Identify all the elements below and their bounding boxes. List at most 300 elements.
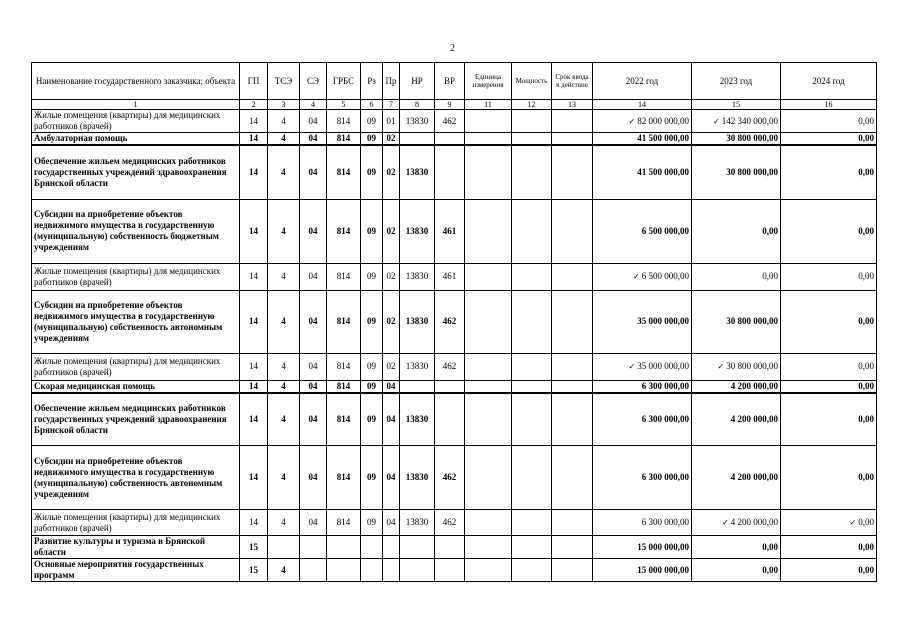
cell-grbs [327,380,361,393]
table-row [32,559,877,582]
cell-value: 02 [386,133,396,143]
cell-value: 13830 [405,166,429,177]
cell-name [32,133,240,146]
cell-value: 14 [249,517,258,527]
cell-gp [240,380,268,393]
cell-value: 814 [336,316,351,326]
cell-value: 4 [281,517,286,527]
cell-se [300,380,327,393]
cell-unit [465,446,512,510]
column-number-y2023: 15 [692,100,781,110]
cell-value: 0,00 [762,225,778,236]
cell-value: Жилые помещения (квартиры) для медицинских работников (врачей) [34,355,221,377]
cell-unit [465,559,512,582]
cell-value: 04 [386,517,396,527]
cell-value: 14 [249,380,258,391]
checkmark-icon: ✓ [849,518,857,527]
cell-power [512,353,552,380]
cell-value: 09 [367,361,376,371]
cell-grbs [327,199,361,263]
cell-y2022 [593,199,692,263]
cell-vr [435,263,465,290]
cell-y2024 [781,110,877,133]
cell-power [512,133,552,146]
cell-power [512,290,552,353]
cell-value: 0,00 [858,271,874,281]
cell-pr [383,380,400,393]
cell-y2023 [692,263,781,290]
cell-term [552,353,593,380]
cell-value: 14 [249,361,258,371]
cell-rz [361,110,383,133]
cell-rz [361,353,383,380]
cell-value: 0,00 [858,166,874,177]
cell-value: 4 [281,115,286,126]
cell-y2024 [781,446,877,510]
cell-value: 35 000 000,00 [637,316,689,326]
cell-name [32,110,240,133]
cell-power [512,393,552,446]
cell-se [300,133,327,146]
cell-tse [268,510,300,536]
table-row [32,536,877,559]
cell-tse [268,536,300,559]
cell-value: 02 [386,316,396,326]
cell-value: 04 [308,517,318,527]
cell-gp [240,446,268,510]
cell-name [32,446,240,510]
cell-se [300,536,327,559]
cell-value: Амбулаторная помощь [34,133,128,143]
cell-value: 04 [308,413,318,424]
cell-se [300,290,327,353]
cell-value: 13830 [405,413,429,424]
cell-value: Основные мероприятия государственных программ [34,559,204,580]
column-number-power: 12 [512,100,552,110]
cell-y2022 [593,536,692,559]
cell-grbs [327,133,361,146]
cell-value: 82 000 000,00 [637,115,689,126]
cell-value: 41 500 000,00 [637,133,689,143]
cell-power [512,110,552,133]
table-row [32,199,877,263]
cell-term [552,133,593,146]
cell-grbs [327,263,361,290]
cell-tse [268,380,300,393]
cell-rz [361,145,383,199]
cell-grbs [327,290,361,353]
cell-value: 04 [308,133,318,143]
cell-np [400,110,435,133]
cell-se [300,510,327,536]
column-number-y2024: 16 [781,100,877,110]
cell-y2022 [593,290,692,353]
cell-vr [435,393,465,446]
cell-tse [268,110,300,133]
column-header-rz: Рз [361,63,383,100]
cell-term [552,290,593,353]
cell-grbs [327,145,361,199]
cell-y2024 [781,145,877,199]
cell-power [512,380,552,393]
cell-value: 4 [281,413,286,424]
cell-rz [361,380,383,393]
cell-value: 0,00 [858,316,874,326]
cell-value: 0,00 [762,564,778,575]
cell-value: 09 [367,517,376,527]
cell-y2023 [692,145,781,199]
cell-y2024 [781,380,877,393]
cell-vr [435,133,465,146]
cell-name [32,353,240,380]
cell-gp [240,559,268,582]
budget-table [31,62,877,582]
cell-value: 4 200 000,00 [730,472,778,482]
cell-value: 04 [308,271,318,281]
cell-y2022 [593,559,692,582]
column-header-grbs: ГРБС [327,63,361,100]
cell-value: 4 [281,133,286,143]
cell-gp [240,145,268,199]
cell-value: 0,00 [858,564,874,575]
column-number-vr: 9 [435,100,465,110]
table-row [32,353,877,380]
checkmark-icon: ✓ [633,272,640,281]
column-number-grbs: 5 [327,100,361,110]
cell-value: 814 [336,225,351,236]
table-row [32,380,877,393]
cell-se [300,446,327,510]
cell-tse [268,263,300,290]
cell-name [32,199,240,263]
cell-value: 4 [281,316,286,326]
cell-rz [361,536,383,559]
cell-pr [383,290,400,353]
cell-value: Субсидии на приобретение объектов недвижимого имущества в государственную (муниципальную) собственность бюджетным учреждениям [34,209,219,252]
cell-vr [435,290,465,353]
cell-value: 14 [249,316,258,326]
cell-rz [361,290,383,353]
cell-value: 142 340 000,00 [721,115,778,126]
cell-term [552,199,593,263]
cell-name [32,145,240,199]
cell-vr [435,446,465,510]
cell-value: 04 [308,166,318,177]
cell-y2023 [692,536,781,559]
column-number-rz: 6 [361,100,383,110]
cell-value: 13830 [405,361,429,371]
cell-value: 02 [386,361,396,371]
checkmark-icon: ✓ [722,518,729,527]
cell-np [400,133,435,146]
cell-value: 4 [281,564,286,575]
cell-se [300,353,327,380]
cell-unit [465,199,512,263]
table-row [32,446,877,510]
cell-value: 461 [442,271,457,281]
cell-value: Жилые помещения (квартиры) для медицинских работников (врачей) [34,511,221,533]
cell-value: 04 [308,380,318,391]
column-header-y2023: 2023 год [692,63,781,100]
cell-value: 0,00 [762,541,778,552]
column-header-pr: Пр [383,63,400,100]
cell-value: Жилые помещения (квартиры) для медицинских работников (врачей) [34,265,221,287]
cell-value: 09 [367,271,376,281]
cell-value: 4 [281,166,286,177]
cell-value: 4 [281,472,286,482]
cell-se [300,559,327,582]
cell-tse [268,145,300,199]
cell-y2024 [781,559,877,582]
cell-value: 14 [249,271,258,281]
cell-value: 01 [386,115,396,126]
cell-value: 6 300 000,00 [641,413,689,424]
cell-value: 09 [367,413,376,424]
cell-value: 0,00 [858,361,874,371]
cell-np [400,199,435,263]
cell-y2023 [692,380,781,393]
cell-value: 04 [308,361,318,371]
cell-power [512,199,552,263]
cell-value: Жилые помещения (квартиры) для медицинских работников (врачей) [34,110,221,131]
cell-term [552,559,593,582]
cell-tse [268,290,300,353]
cell-value: 15 000 000,00 [637,541,689,552]
cell-tse [268,353,300,380]
cell-y2022 [593,446,692,510]
cell-value: Обеспечение жильем медицинских работников государственных учреждений здравоохранения Брянской области [34,402,227,435]
cell-value: 13830 [405,271,429,281]
cell-y2024 [781,263,877,290]
column-header-term: Срок ввода в действие [552,63,593,100]
cell-value: 6 300 000,00 [641,517,689,527]
cell-unit [465,290,512,353]
cell-value: 0,00 [858,225,874,236]
cell-y2024 [781,199,877,263]
cell-y2022 [593,380,692,393]
cell-y2023 [692,393,781,446]
cell-gp [240,133,268,146]
cell-value: 4 [281,271,286,281]
cell-se [300,263,327,290]
cell-pr [383,199,400,263]
cell-power [512,536,552,559]
cell-value: 09 [367,472,376,482]
cell-vr [435,536,465,559]
table-row [32,393,877,446]
column-header-unit: Единица измерения [465,63,512,100]
cell-value: 0,00 [858,413,874,424]
cell-value: Субсидии на приобретение объектов недвижимого имущества в государственную (муниципальную) собственность автономным учреждениям [34,455,223,499]
cell-value: 30 800 000,00 [726,133,778,143]
cell-value: 14 [249,115,258,126]
cell-gp [240,353,268,380]
cell-value: 04 [386,413,396,424]
cell-value: 4 [281,225,286,236]
checkmark-icon: ✓ [713,116,720,126]
cell-value: 0,00 [858,380,874,391]
cell-value: 814 [336,271,351,281]
cell-gp [240,290,268,353]
column-number-tse: 3 [268,100,300,110]
cell-unit [465,263,512,290]
cell-rz [361,133,383,146]
cell-power [512,263,552,290]
cell-value: 41 500 000,00 [637,166,689,177]
cell-y2023 [692,110,781,133]
column-number-np: 8 [400,100,435,110]
cell-name [32,263,240,290]
table-body [32,110,877,582]
cell-value: 09 [367,115,376,126]
cell-unit [465,536,512,559]
cell-rz [361,559,383,582]
cell-grbs [327,559,361,582]
cell-value: 13830 [405,115,429,126]
cell-gp [240,510,268,536]
cell-value: 814 [336,413,351,424]
cell-unit [465,110,512,133]
cell-term [552,263,593,290]
cell-value: 04 [308,115,318,126]
cell-np [400,290,435,353]
table-row [32,145,877,199]
cell-pr [383,536,400,559]
cell-value: Субсидии на приобретение объектов недвижимого имущества в государственную (муниципальную) собственность автономным учреждениям [34,299,223,343]
cell-pr [383,145,400,199]
cell-np [400,145,435,199]
cell-y2024 [781,536,877,559]
cell-value: Развитие культуры и туризма в Брянской области [34,536,205,557]
cell-value: 814 [336,517,351,527]
cell-grbs [327,353,361,380]
checkmark-icon: ✓ [717,362,725,371]
cell-value: 6 300 000,00 [641,472,689,482]
cell-y2024 [781,353,877,380]
cell-gp [240,536,268,559]
column-header-y2022: 2022 год [593,63,692,100]
cell-value: 0,00 [858,472,874,482]
cell-value: 02 [386,271,396,281]
cell-value: 4 200 000,00 [730,413,778,424]
cell-se [300,393,327,446]
cell-value: 15 [249,541,258,552]
column-number-pr: 7 [383,100,400,110]
cell-np [400,510,435,536]
cell-name [32,393,240,446]
column-header-y2024: 2024 год [781,63,877,100]
cell-tse [268,559,300,582]
cell-vr [435,510,465,536]
cell-rz [361,393,383,446]
cell-y2023 [692,290,781,353]
cell-vr [435,353,465,380]
cell-pr [383,263,400,290]
cell-se [300,145,327,199]
cell-name [32,290,240,353]
cell-y2024 [781,393,877,446]
cell-np [400,263,435,290]
column-number-y2022: 14 [593,100,692,110]
cell-rz [361,446,383,510]
cell-value: 462 [442,517,457,527]
cell-value: 4 [281,380,286,391]
cell-y2024 [781,133,877,146]
cell-value: 4 200 000,00 [730,380,778,391]
cell-y2022 [593,145,692,199]
cell-power [512,510,552,536]
cell-value: 814 [336,166,351,177]
cell-rz [361,263,383,290]
cell-pr [383,559,400,582]
cell-unit [465,133,512,146]
cell-term [552,380,593,393]
cell-unit [465,510,512,536]
cell-value: 462 [442,115,457,126]
cell-power [512,559,552,582]
cell-pr [383,446,400,510]
cell-unit [465,145,512,199]
cell-name [32,510,240,536]
column-number-se: 4 [300,100,327,110]
cell-vr [435,380,465,393]
cell-grbs [327,510,361,536]
cell-value: 461 [442,225,457,236]
cell-value: 814 [336,361,351,371]
cell-y2024 [781,510,877,536]
column-header-vr: ВР [435,63,465,100]
cell-value: 14 [249,413,258,424]
cell-pr [383,393,400,446]
cell-value: 30 800 000,00 [726,166,778,177]
cell-y2023 [692,133,781,146]
cell-value: 462 [442,316,457,326]
cell-np [400,446,435,510]
cell-name [32,559,240,582]
cell-tse [268,446,300,510]
cell-value: 14 [249,133,258,143]
cell-value: 09 [367,225,376,236]
cell-value: 04 [308,225,318,236]
cell-value: 814 [336,115,351,126]
cell-gp [240,393,268,446]
cell-value: 4 200 000,00 [730,517,778,527]
cell-unit [465,353,512,380]
cell-np [400,380,435,393]
cell-value: 02 [386,225,396,236]
column-number-unit: 11 [465,100,512,110]
cell-se [300,199,327,263]
table-row [32,110,877,133]
cell-value: 09 [367,166,376,177]
cell-grbs [327,446,361,510]
cell-value: 13830 [405,225,429,236]
cell-value: 6 500 000,00 [641,271,689,281]
table-row [32,133,877,146]
cell-vr [435,199,465,263]
cell-value: Обеспечение жильем медицинских работников государственных учреждений здравоохранения Брянской области [34,155,227,188]
cell-value: 09 [367,316,376,326]
cell-gp [240,110,268,133]
table-row [32,290,877,353]
table-header [32,63,877,110]
cell-value: 30 800 000,00 [726,316,778,326]
cell-tse [268,393,300,446]
cell-y2024 [781,290,877,353]
cell-vr [435,145,465,199]
cell-value: 09 [367,133,376,143]
cell-term [552,510,593,536]
